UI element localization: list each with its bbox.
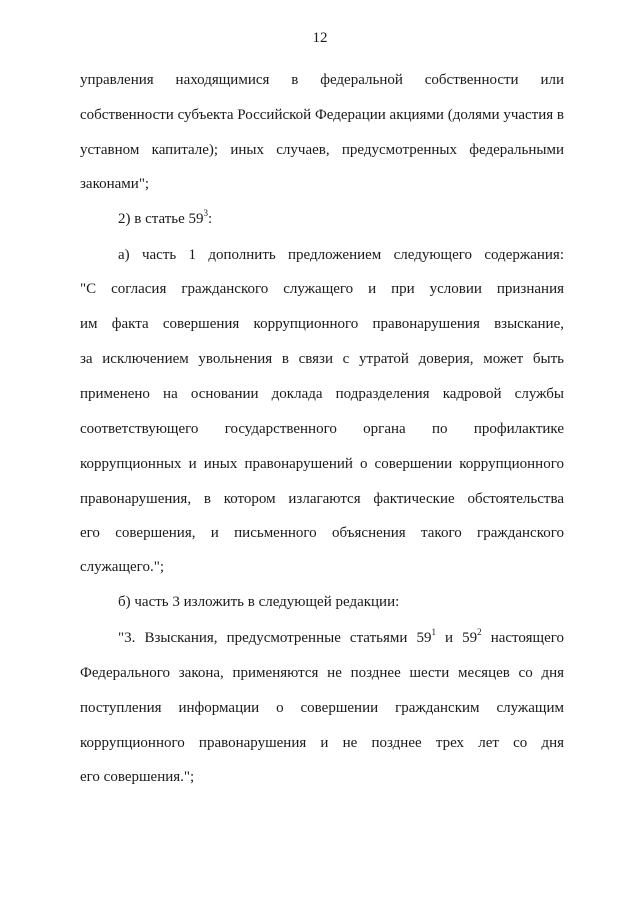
list-item-3-part2: и 59 (435, 630, 478, 646)
superscript: 3 (203, 208, 209, 218)
text-line: применено на основании доклада подразделения кадровой службы (80, 386, 564, 402)
text-line: законами"; (80, 176, 150, 192)
text-line: уставном капитале); иных случаев, предусмотренных федеральными (80, 142, 564, 158)
text-line: а) часть 1 дополнить предложением следующего содержания: (118, 247, 564, 263)
text-line: коррупционных и иных правонарушений о совершении коррупционного (80, 456, 564, 472)
superscript: 2 (477, 627, 482, 637)
text-line: Федерального закона, применяются не позднее шести месяцев со дня (80, 665, 564, 681)
text-line: служащего."; (80, 559, 164, 575)
list-item-2-suffix: : (208, 211, 213, 227)
superscript: 1 (431, 627, 436, 637)
text-line: управления находящимися в федеральной собственности или (80, 72, 564, 88)
text-line: "С согласия гражданского служащего и при условии признания (80, 281, 564, 297)
text-line: его совершения, и письменного объяснения такого гражданского (80, 525, 564, 541)
text-line: б) часть 3 изложить в следующей редакции: (118, 594, 400, 610)
list-item-2 (118, 209, 564, 229)
list-item-3-part1: "3. Взыскания, предусмотренные статьями 59 (118, 630, 432, 646)
text-line: соответствующего государственного органа по профилактике (80, 421, 564, 437)
text-line: им факта совершения коррупционного правонарушения взыскание, (80, 316, 564, 332)
text-line: поступления информации о совершении гражданским служащим (80, 700, 564, 716)
text-line: коррупционного правонарушения и не позднее трех лет со дня (80, 735, 564, 751)
text-line: его совершения."; (80, 769, 195, 785)
list-item-3 (118, 628, 564, 648)
list-item-2-prefix: 2) в статье 59 (118, 211, 204, 227)
text-line: правонарушения, в котором излагаются фактические обстоятельства (80, 491, 564, 507)
page-number: 12 (312, 30, 328, 46)
text-line: собственности субъекта Российской Федерации акциями (долями участия в (80, 107, 564, 123)
text-line: за исключением увольнения в связи с утратой доверия, может быть (80, 351, 564, 367)
list-item-3-part3: настоящего (481, 630, 565, 646)
